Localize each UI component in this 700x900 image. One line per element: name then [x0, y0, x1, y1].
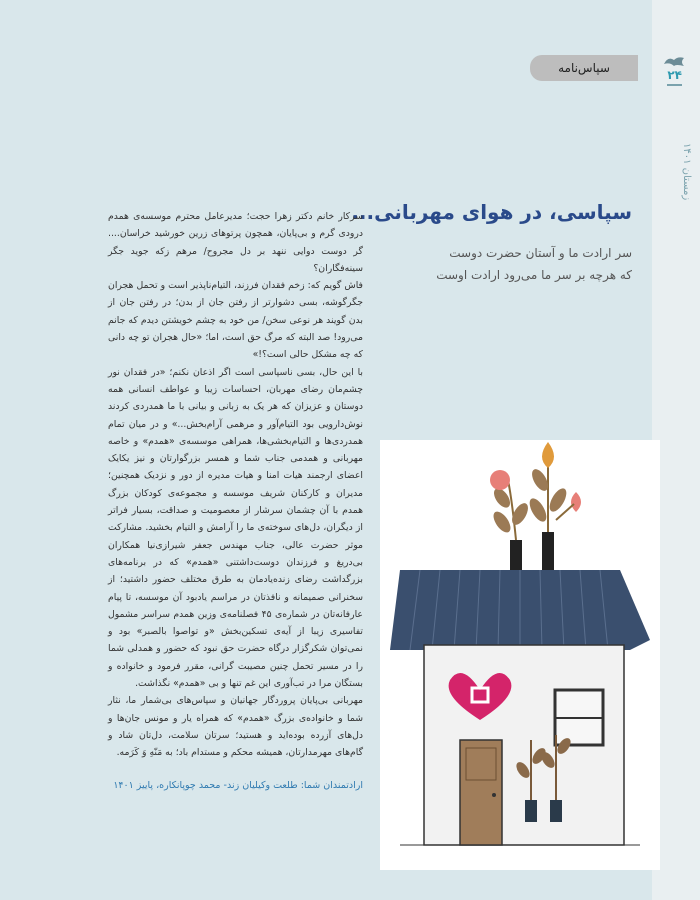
issue-season: زمستان ۱۴۰۱ — [681, 142, 692, 200]
page-number: ۲۴ — [667, 68, 682, 86]
house-with-plants-illustration — [380, 440, 660, 870]
subtitle-line-2: که هرچه بر سر ما می‌رود ارادت اوست — [436, 268, 632, 282]
magazine-logo-icon — [662, 54, 688, 68]
article-paragraph: فاش گویم که: زخم فقدان فرزند، التیام‌ناپذیر است و تحمل هجران جگرگوشه، بسی دشوارتر از رفتن جان از بدن؛ در رفتن جان از بدن گویند هر نوعی سخن/ من خود به چشم خویشتن دیدم که جانم می‌رود! صد البته که مرگ حق است، اما؛ «حال هجران تو چه دانی که چه مشکل حالی است؟!» — [108, 280, 363, 361]
article-paragraph: سرکار خانم دکتر زهرا حجت؛ مدیرعامل محترم موسسه‌ی همدم درودی گرم و بی‌پایان، همچون پرتوهای زرین خورشید خراسان.... گر دوست دوایی ننهد بر دل مجروح/ مرهم زکه جوید جگر سینه‌فگاران؟ — [108, 211, 363, 274]
article-signature: ارادتمندان شما: طلعت وکیلیان زند- محمد چوپانکاره، پاییز ۱۴۰۱ — [113, 780, 363, 791]
subtitle-line-1: سر ارادت ما و آستان حضرت دوست — [449, 246, 632, 260]
article-body — [108, 208, 363, 762]
section-label: سپاس‌نامه — [530, 55, 638, 81]
page-title: سپاسی، در هوای مهربانی... — [351, 200, 632, 224]
article-paragraph: با این حال، بسی ناسپاسی است اگر اذعان نکنم؛ «در فقدان نور چشم‌مان رضای مهربان، احساسات زیبا و عواطف انسانی همه دوستان و عزیزان که هر یک به زبانی و بیانی با ما همدردی کردند نوش‌دارویی بود التیام‌آور و مرهمی آرام‌بخش...» و در میان تمام همدردی‌ها و التیام‌بخشی‌ها، همراهی موسسه‌ی «همدم» و خاصه مهربانی و همدمی جناب شما و همسر بزرگوارتان و نیز یکایک اعضای ارجمند هیات امنا و هیات مدیره از دور و نزدیک همچنین؛ مدیران و کارکنان شریف موسسه و مجموعه‌ی کودکان بزرگ همدم با آن چشمان سرشار از معصومیت و صداقت، بسیار فراتر از دیگران، دل‌های سوخته‌ی ما را آرامش و التیام بخشید. مشارکت موثر حضرت عالی، جناب مهندس جعفر شیرازی‌نیا همکاران بی‌دریغ و فرزندان دوست‌داشتنی «همدم» که در برنامه‌های بزرگداشت رضای زنده‌یادمان به طرق مختلف حضور داشتید؛ از سخنرانی صمیمانه و نافذتان در مراسم یادبود آن موسسه، تا پیام عارفانه‌تان در شماره‌ی ۴۵ فصلنامه‌ی وزین همدم سراسر مشمول تفاسیری زیبا از آیه‌ی تسکین‌بخش «و تواصوا بالصبر» بود و نمی‌توان شکرگزار درگاه حضرت حق نبود که حضور و همدلی شما را در مسیر تحمل چنین مصیبت گرانی، مقرر فرمود و خانواده و بستگان مرا در تب‌آوری این غم تنها و بی «همدم» نگذاشت. — [108, 366, 363, 690]
article-paragraph: مهربانی بی‌پایان پروردگار جهانیان و سپاس‌های بی‌شمار ما، نثار شما و خانواده‌ی بزرگ «همدم» که همراه یار و مونس جان‌ها و دل‌های آزرده بوده‌اید و هستید؛ سرتان سلامت، دل‌تان شاد و گام‌های مهرمدارتان، همیشه محکم و مستدام باد؛ به مَنّهِ وَ کَرَمه. — [108, 695, 363, 759]
